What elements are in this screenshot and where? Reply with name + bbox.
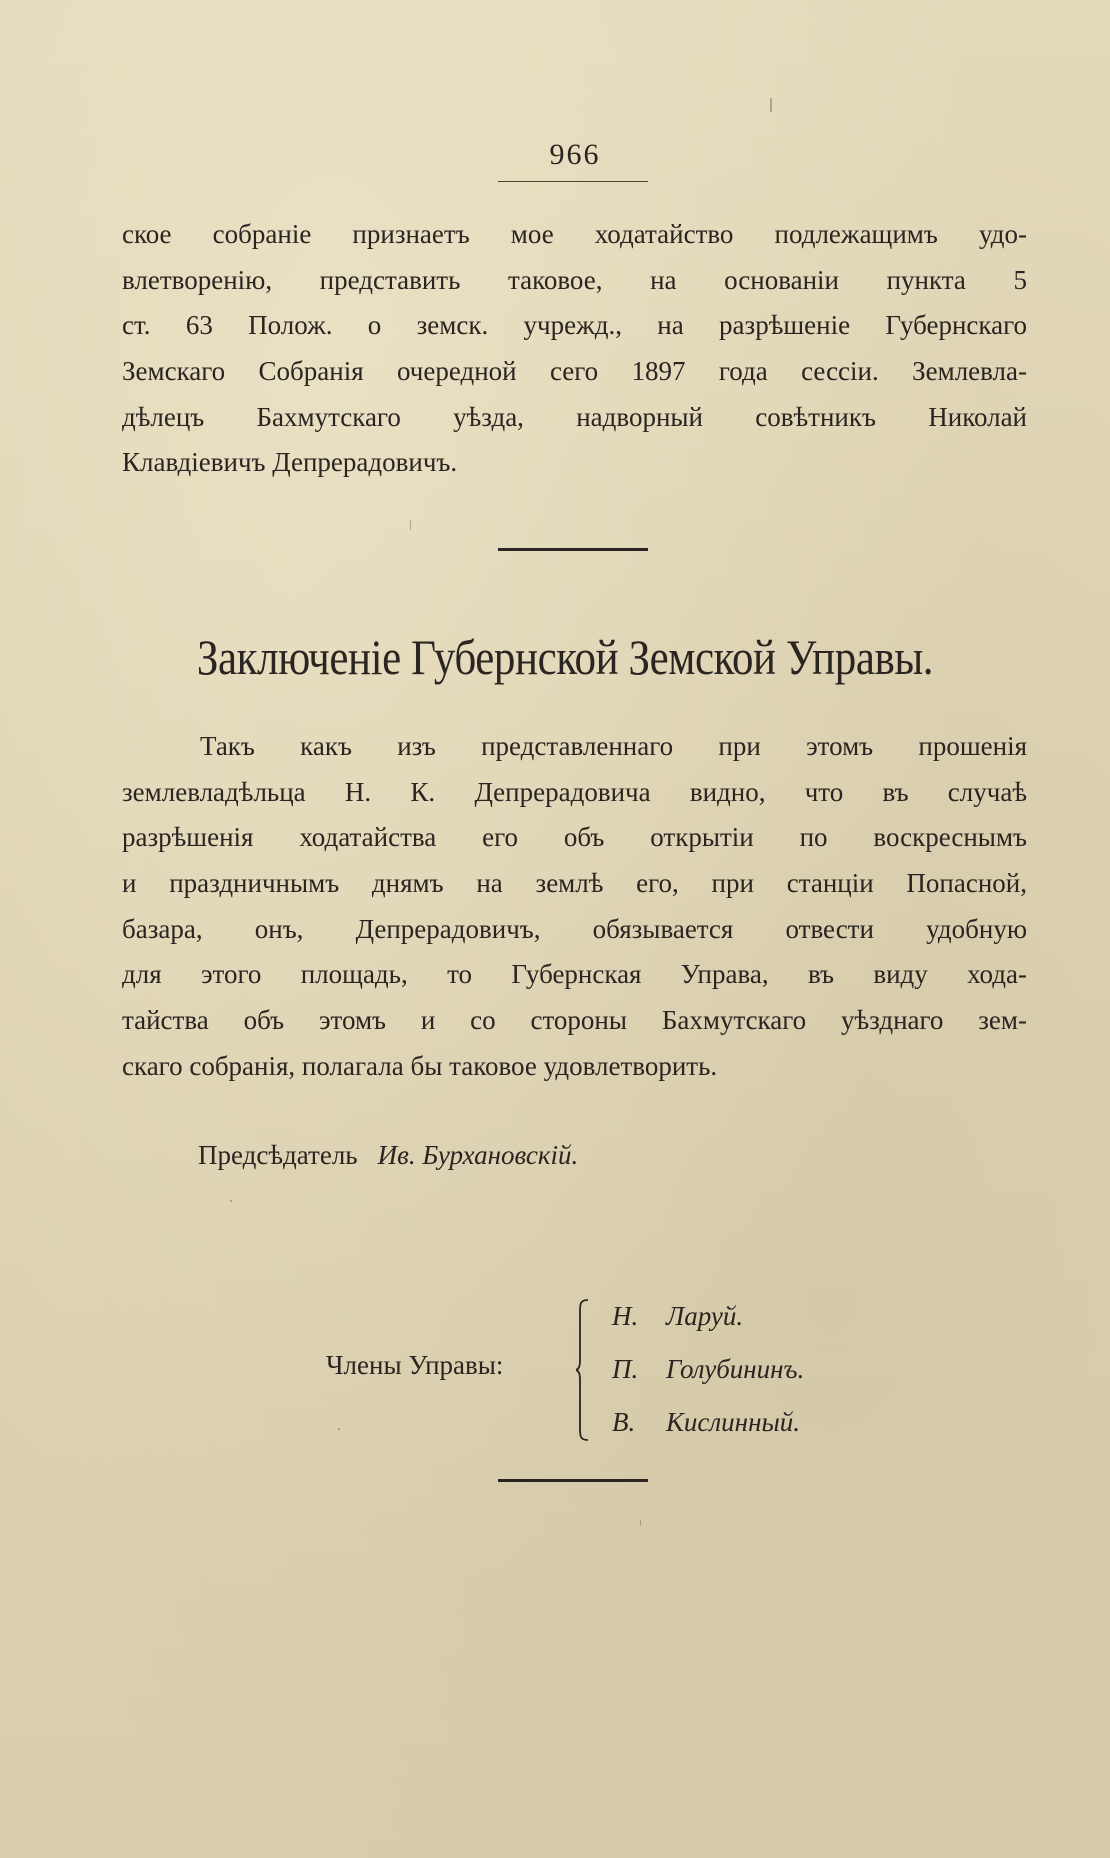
section-divider xyxy=(498,548,648,551)
curly-brace-icon xyxy=(576,1298,590,1442)
chairman-signature-line xyxy=(198,1140,578,1171)
member-initial: П. xyxy=(612,1354,639,1384)
text-line: землевладѣльца Н. К. Депрерадовича видно, что въ случаѣ xyxy=(122,776,1027,807)
page-number: 966 xyxy=(549,138,601,171)
text-line: разрѣшенія ходатайства его объ открытіи по воскреснымъ xyxy=(122,822,1027,853)
paper-speck xyxy=(770,98,772,112)
member-signature xyxy=(612,1349,804,1402)
paper-speck xyxy=(410,520,411,530)
text-line: тайства объ этомъ и со стороны Бахмутскаго уѣзднаго зем- xyxy=(122,1005,1027,1036)
member-surname: Кислинный. xyxy=(666,1407,801,1437)
section-divider xyxy=(498,1479,648,1482)
member-initial: В. xyxy=(612,1407,636,1437)
paper-speck xyxy=(230,1200,232,1202)
text-line: скаго собранія, полагала бы таковое удовлетворить. xyxy=(122,1050,718,1081)
chairman-title: Предсѣдатель xyxy=(198,1140,358,1170)
text-line: и праздничнымъ днямъ на землѣ его, при станціи Попасной, xyxy=(122,868,1027,899)
text-line: Такъ какъ изъ представленнаго при этомъ прошенія xyxy=(200,731,1027,761)
text-line: дѣлецъ Бахмутскаго уѣзда, надворный совѣтникъ Николай xyxy=(122,401,1027,432)
text-line: Земскаго Собранія очередной сего 1897 года сессіи. Землевла- xyxy=(122,356,1027,387)
members-list xyxy=(612,1296,804,1455)
paper-speck xyxy=(338,1428,340,1430)
member-surname: Ларуй. xyxy=(666,1301,744,1331)
member-signature xyxy=(612,1296,804,1349)
paragraph-conclusion xyxy=(122,724,1027,1090)
text-line: Клавдіевичъ Депрерадовичъ. xyxy=(122,447,458,478)
members-label: Члены Управы: xyxy=(326,1350,504,1380)
text-line: базара, онъ, Депрерадовичъ, обязывается отвести удобную xyxy=(122,913,1027,944)
paragraph-petition-end xyxy=(122,212,1027,486)
section-heading: Заключеніе Губернской Земской Управы. xyxy=(196,629,934,685)
text-line: влетворенію, представить таковое, на основаніи пункта 5 xyxy=(122,264,1027,295)
chairman-signature: Ив. Бурхановскій. xyxy=(377,1140,579,1170)
text-line: для этого площадь, то Губернская Управа, въ виду хода- xyxy=(122,959,1027,990)
paper-speck xyxy=(640,1520,641,1526)
member-surname: Голубининъ. xyxy=(666,1354,805,1384)
text-line: ст. 63 Полож. о земск. учрежд., на разрѣшеніе Губернскаго xyxy=(122,310,1027,341)
text-line: ское собраніе признаетъ мое ходатайство подлежащимъ удо- xyxy=(122,219,1027,249)
member-initial: Н. xyxy=(612,1301,639,1331)
member-signature xyxy=(612,1402,804,1455)
page-number-underline xyxy=(498,181,648,182)
